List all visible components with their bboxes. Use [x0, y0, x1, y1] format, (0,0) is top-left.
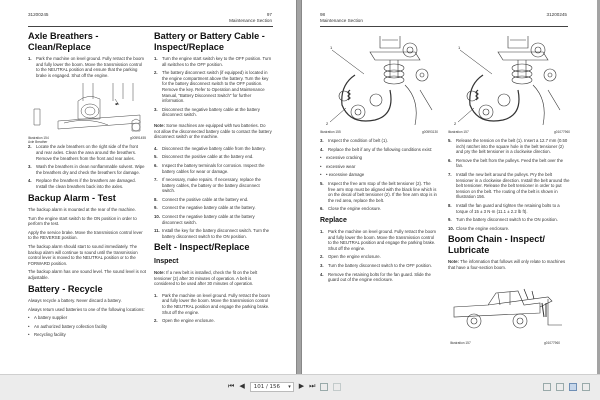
- svg-text:2: 2: [454, 121, 457, 126]
- note: Note: Some machines are equipped with two batteries. Do not allow the disconnected battery cable to contact the battery disconnect switch or the machine.: [154, 122, 272, 140]
- right-column-1: 1 2 Illustration 155 g00593130 3. Inspect the condition of belt (1). 4. Replace the belt if any of the following conditions exist: • excessive cracking • excessive wear • • excessive damage 5. Inspect the free arm stop of the belt tensioner (2). The free arm stop must be aligned with the black line which is on the decal of belt tensioner (2). If the free arm stop is in the red area, replace the belt. 6. Close the engine enclosure. Replace 1. Park the machine on level ground. Fully retract the boom and fully lower the boom. Move the transmission control to the NEUTRAL position and engage the parking brake. Shut off the engine. 2. Open the engine enclosure. 3. Turn the battery disconnect switch to the OFF position. 4. Remove the retaining bolts for the fan guard. Slide the guard out of the engine enclosure.: [320, 30, 438, 286]
- view-mode-buttons: [543, 383, 590, 391]
- section-name: Maintenance Section: [229, 18, 272, 23]
- bullet-item: • • excessive damage: [320, 172, 365, 178]
- page-number: 97: [266, 12, 272, 17]
- left-column-1: Axle Breathers - Clean/Replace 1. Park the machine on level ground. Fully retract the boom and fully lower the boom. Move the transmission control to the NEUTRAL position and ensure that the parking brake is engaged. Shut off the engine. Illustration 154 Axle Breather g00591455 2. Locate the axle breathers on the right side of the front and rear axles. Clean the area around the breathers. Remove the breathers from the front and rear axles. 3. Wash the breathers in clean nonflammable solvent. Wipe the breathers dry and check the breathers for damage. 4. Replace the breathers if the breathers are damaged. Install the clean breathers back into the axles. Backup Alarm - Test The backup alarm is mounted at the rear of the machine. Turn the engine start switch to the ON position in order to perform the test. Apply the service brake. Move the transmission control lever to the REVERSE position. The backup alarm should start to sound immediately. The backup alarm will continue to sound until the transmission control lever is moved to the NEUTRAL position or to the FORWARD position. The backup alarm has one sound level. The sound level is not adjustable. Battery - Recycle Always recycle a battery. Never discard a battery. Always return used batteries to one of the following locations: • A battery supplier • An authorized battery collection facility • Recycling facility: [28, 31, 146, 338]
- subsection-title: Replace: [320, 216, 347, 224]
- continuous-view-icon[interactable]: [556, 383, 564, 391]
- bullet-item: • excessive cracking: [320, 155, 363, 161]
- header-rule: [320, 26, 568, 27]
- belt-illustration-156: 1 2 Illustration 157 g01077960: [448, 30, 570, 134]
- section-title: Boom Chain - Inspect/ Lubricate: [448, 234, 545, 255]
- back-view-icon[interactable]: [320, 383, 328, 391]
- doc-number: 31200245: [546, 12, 567, 17]
- single-page-view-icon[interactable]: [543, 383, 551, 391]
- page-98: [301, 0, 597, 374]
- section-name: Maintenance Section: [320, 18, 363, 23]
- chevron-down-icon[interactable]: ▾: [288, 384, 291, 390]
- step: 1. Park the machine on level ground. Fully retract the boom and fully lower the boom. Move the transmission control to the NEUTRAL position and ensure that the parking brake is engaged. Shut off the engine.: [28, 56, 144, 78]
- doc-number: 31200245: [28, 12, 49, 17]
- telehandler-illustration: Illustration 157 g01077960: [448, 285, 570, 345]
- page-number-input[interactable]: 101 / 156 ▾: [250, 382, 294, 392]
- bullet-item: • excessive wear: [320, 163, 356, 169]
- pdf-toolbar: [0, 374, 600, 400]
- page-navigation: [228, 382, 341, 392]
- bullet-item: • Recycling facility: [28, 332, 66, 338]
- page-header-left: [320, 12, 363, 24]
- step: 3. Wash the breathers in clean nonflammable solvent. Wipe the breathers dry and check the breathers for damage.: [28, 164, 145, 175]
- svg-text:1: 1: [330, 45, 333, 50]
- page-header-right: [229, 12, 272, 24]
- step: 2. Locate the axle breathers on the right side of the front and rear axles. Clean the area around the breathers. Remove the breathers from the front and rear axles.: [28, 144, 138, 161]
- section-title: Belt - Inspect/Replace: [154, 242, 250, 253]
- page-number: 98: [320, 12, 326, 17]
- bullet-item: • A battery supplier: [28, 315, 68, 321]
- header-rule: [28, 26, 273, 27]
- bullet-item: • An authorized battery collection facility: [28, 323, 108, 329]
- section-title: Battery or Battery Cable - Inspect/Replace: [154, 31, 265, 52]
- two-page-continuous-view-icon[interactable]: [582, 383, 590, 391]
- note: Note: If a new belt is installed, check the fit on the belt tensioner (2) after 30 minutes of operation. A belt is considered to be used after 30 minutes of operation.: [154, 269, 258, 287]
- svg-text:2: 2: [326, 121, 329, 126]
- section-title: Backup Alarm - Test: [28, 192, 116, 203]
- next-page-button[interactable]: ▶: [298, 383, 305, 390]
- note: Note: The information that follows will only relate to machines that have a four-section boom.: [448, 259, 566, 270]
- axle-breather-illustration: Illustration 154 Axle Breather g00591455: [28, 81, 146, 144]
- page-97: [0, 0, 297, 374]
- section-title: Battery - Recycle: [28, 283, 103, 294]
- right-column-2: 1 2 Illustration 157 g01077960 5. Release the tension on the belt (1). Insert a 12.7 mm (0.50 inch) ratchet into the square hole in the belt tensioner (2) and pry the belt tensioner in a clockwise direction. 6. Remove the belt from the pulleys. Feed the belt over the fan. 7. Install the new belt around the pulleys. Pry the belt tensioner in a clockwise direction. Install the belt around the belt tensioner. Release the belt tensioner in order to put tension on the belt. The routing of the belt is shown in Illustration 156. 8. Install the fan guard and tighten the retaining bolts to a torque of 15 ± 3 N·m (11.1 ± 2.2 lb ft). 9. Turn the battery disconnect switch to the ON position. 10. Close the engine enclosure. Boom Chain - Inspect/ Lubricate Note: The information that follows will only relate to machines that have a four-section boom. Illustration 157 g01077960: [448, 30, 570, 345]
- last-page-button[interactable]: ⏭: [309, 383, 316, 390]
- first-page-button[interactable]: ⏮: [228, 383, 235, 390]
- left-column-2: Battery or Battery Cable - Inspect/Replace 1. Turn the engine start switch key to the OFF position. Turn all switches to the OFF position. 2. The battery disconnect switch (if equipped) is located in the engine compartment above the battery. Turn the key for the battery disconnect switch to the OFF position. Remove the key. Refer to Operation and Maintenance Manual, "Battery Disconnect Switch" for further information. 3. Disconnect the negative battery cable at the battery disconnect switch. Note: Some machines are equipped with two batteries. Do not allow the disconnected battery cable to contact the battery disconnect switch or the machine. 4. Disconnect the negative battery cable from the battery. 5. Disconnect the positive cable at the battery end. 6. Inspect the battery terminals for corrosion. Inspect the battery cables for wear or damage. 7. If necessary, make repairs. If necessary, replace the battery cables, the battery or the battery disconnect switch. 8. Connect the positive cable at the battery end. 9. Connect the negative battery cable at the battery. 10. Connect the negative battery cable at the battery disconnect switch. 11. Install the key for the battery disconnect switch. Turn the battery disconnect switch to the ON position. Belt - Inspect/Replace Inspect Note: If a new belt is installed, check the fit on the belt tensioner (2) after 30 minutes of operation. A belt is considered to be used after 30 minutes of operation. 1. Park the machine on level ground. Fully retract the boom and fully lower the boom. Move the transmission control to the NEUTRAL position and engage the parking brake. Shut off the engine. 2. Open the engine enclosure.: [154, 31, 272, 324]
- two-page-view-icon[interactable]: [569, 383, 577, 391]
- section-title: Axle Breathers - Clean/Replace: [28, 31, 99, 52]
- step: 4. Replace the breathers if the breathers are damaged. Install the clean breathers back into the axles.: [28, 178, 136, 189]
- belt-illustration-155: 1 2 Illustration 155 g00593130: [320, 30, 438, 134]
- forward-view-icon[interactable]: [333, 383, 341, 391]
- svg-text:1: 1: [458, 45, 461, 50]
- subsection-title: Inspect: [154, 257, 179, 265]
- previous-page-button[interactable]: ◀: [239, 383, 245, 390]
